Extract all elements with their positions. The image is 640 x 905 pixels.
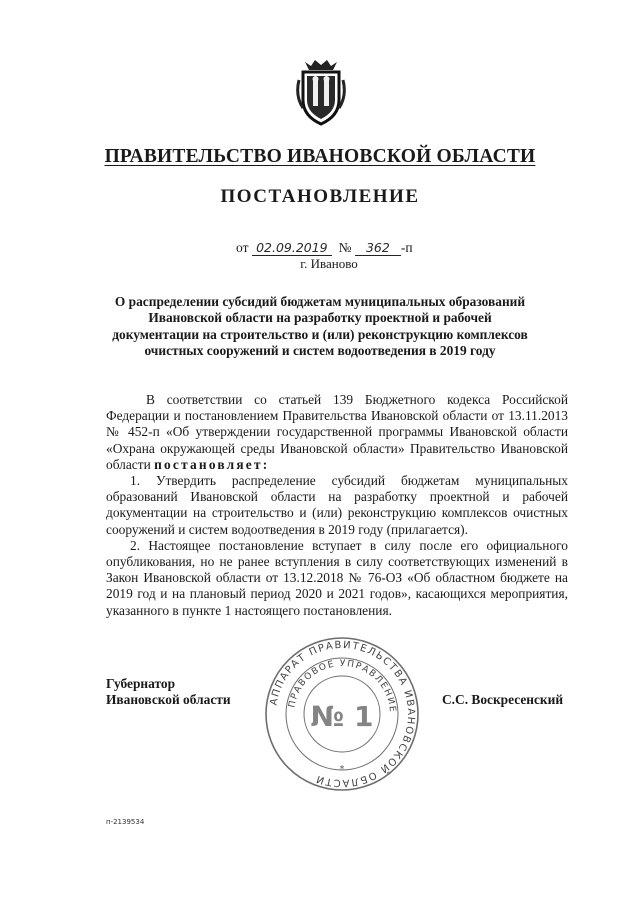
document-type: ПОСТАНОВЛЕНИЕ [220, 186, 420, 207]
item-2: 2. Настоящее постановление вступает в силу после его официального опубликования, но не ранее вступления в силу соответствующих изменений в Закон Ивановской области от 13.12.2018 № 76-ОЗ «Об областном бюджете на 2019 год и на плановый период 2020 и 2021 годов», касающихся мероприятия, указанного в пункте 1 настоящего постановления. [106, 537, 568, 618]
signatory-name: С.С. Воскресенский [442, 692, 564, 707]
document-date: 02.09.2019 [252, 241, 332, 256]
number-suffix: -п [400, 240, 413, 255]
item-1: 1. Утвердить распределение субсидий бюджетам муниципальных образований Ивановской области на разработку проектной и рабочей документации на строительство и (или) реконструкцию комплексов очистных сооружений и систем водоотведения в 2019 году (прилагается). [106, 473, 568, 537]
document-subject: О распределении субсидий бюджетам муниципальных образований Ивановской области на разработку проектной и рабочей документации на строительство и (или) реконструкцию комплексов очистных сооружений и систем водоотведения в 2019 году [112, 294, 528, 359]
document-id: п-2139534 [106, 818, 145, 826]
organization-title: ПРАВИТЕЛЬСТВО ИВАНОВСКОЙ ОБЛАСТИ [104, 146, 536, 167]
svg-text:№ 1: № 1 [310, 700, 374, 733]
document-body [106, 392, 568, 619]
city: г. Иваново [300, 256, 358, 271]
preamble-text: В соответствии со статьей 139 Бюджетного кодекса Российской Федерации и постановлением Правительства Ивановской области от 13.11.2013 № 452-п «Об утверждении государственной программы Ивановской области «Охрана окружающей среды Ивановской области» Правительство Ивановской области [106, 392, 568, 472]
resolves-word: постановляет: [154, 456, 270, 472]
number-label: № [338, 240, 352, 255]
coat-of-arms-icon [295, 60, 347, 126]
preamble-paragraph [106, 392, 568, 473]
signatory-title-line1: Губернатор [106, 676, 176, 691]
from-label: от [236, 240, 249, 255]
date-number-line [236, 240, 413, 256]
svg-text:ПРАВОВОЕ УПРАВЛЕНИЕ: ПРАВОВОЕ УПРАВЛЕНИЕ [287, 658, 398, 714]
signatory-title [106, 676, 231, 709]
svg-text:*: * [339, 764, 345, 775]
official-seal-icon [262, 634, 422, 794]
document-number: 362 [355, 241, 401, 256]
signatory-title-line2: Ивановской области [106, 692, 231, 708]
svg-text:АППАРАТ ПРАВИТЕЛЬСТВА ИВАНОВСК: АППАРАТ ПРАВИТЕЛЬСТВА ИВАНОВСКОЙ ОБЛАСТИ [268, 639, 417, 789]
